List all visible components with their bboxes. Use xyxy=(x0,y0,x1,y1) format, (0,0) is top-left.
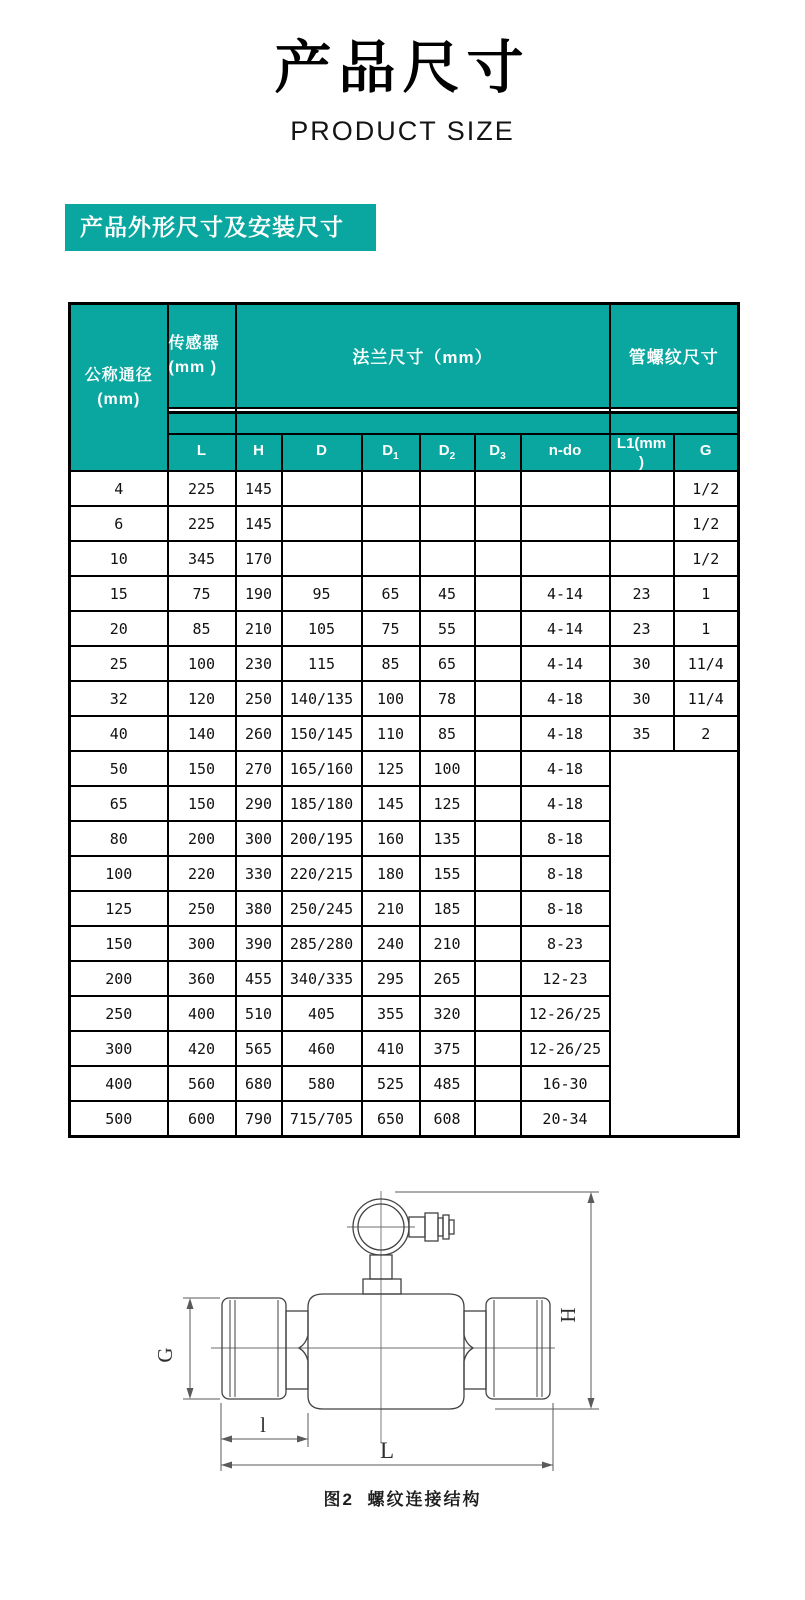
table-cell: 300 xyxy=(70,1031,168,1066)
table-cell xyxy=(521,506,610,541)
table-cell: 600 xyxy=(168,1101,236,1136)
table-cell xyxy=(475,996,521,1031)
table-cell: 4-18 xyxy=(521,786,610,821)
table-cell: 150 xyxy=(168,786,236,821)
table-cell: 240 xyxy=(362,926,420,961)
table-cell: 1/2 xyxy=(674,541,739,576)
table-cell: 1 xyxy=(674,576,739,611)
table-cell: 230 xyxy=(236,646,282,681)
col-header-pipe-thread-size: 管螺纹尺寸 xyxy=(610,304,739,408)
table-cell: 100 xyxy=(168,646,236,681)
col-header-H: H xyxy=(236,434,282,472)
table-cell: 30 xyxy=(610,646,674,681)
table-cell: 145 xyxy=(236,506,282,541)
table-cell: 78 xyxy=(420,681,475,716)
table-cell: 10 xyxy=(70,541,168,576)
table-cell: 510 xyxy=(236,996,282,1031)
table-cell: 4-18 xyxy=(521,751,610,786)
table-cell: 165/160 xyxy=(282,751,362,786)
table-cell: 75 xyxy=(362,611,420,646)
table-cell: 8-18 xyxy=(521,821,610,856)
table-cell: 85 xyxy=(362,646,420,681)
table-cell: 650 xyxy=(362,1101,420,1136)
table-cell: 270 xyxy=(236,751,282,786)
table-cell: 560 xyxy=(168,1066,236,1101)
table-cell: 715/705 xyxy=(282,1101,362,1136)
table-cell: 115 xyxy=(282,646,362,681)
table-cell xyxy=(362,471,420,506)
table-cell: 400 xyxy=(70,1066,168,1101)
table-cell: 290 xyxy=(236,786,282,821)
table-cell xyxy=(282,471,362,506)
table-cell xyxy=(521,471,610,506)
table-cell xyxy=(475,611,521,646)
table-cell: 295 xyxy=(362,961,420,996)
table-cell: 1/2 xyxy=(674,506,739,541)
col-header-nominal-diameter xyxy=(70,304,168,472)
sensor-label-line1: 传感器 xyxy=(168,334,220,352)
table-cell xyxy=(362,506,420,541)
dimension-l xyxy=(221,1403,308,1471)
table-cell xyxy=(475,716,521,751)
col-header-D1: $D_1$ xyxy=(362,434,420,472)
table-cell: 2 xyxy=(674,716,739,751)
table-cell: 155 xyxy=(420,856,475,891)
col-header-D3: $D_3$ xyxy=(475,434,521,472)
table-cell xyxy=(475,1031,521,1066)
table-cell: 4-18 xyxy=(521,681,610,716)
table-cell: 345 xyxy=(168,541,236,576)
table-cell: 360 xyxy=(168,961,236,996)
dim-label-H: H xyxy=(555,1307,580,1323)
col-header-flange-size: 法兰尺寸（mm） xyxy=(236,304,610,408)
nominal-label-line1: 公称通径 xyxy=(84,366,153,384)
dim-label-L: L xyxy=(379,1437,394,1463)
table-cell: 380 xyxy=(236,891,282,926)
header-spacer-cell xyxy=(610,408,739,434)
table-cell: 35 xyxy=(610,716,674,751)
table-cell: 8-18 xyxy=(521,891,610,926)
col-header-L1: L1(mm ) xyxy=(610,434,674,472)
table-cell: 150/145 xyxy=(282,716,362,751)
table-cell: 525 xyxy=(362,1066,420,1101)
header-main-row xyxy=(70,304,739,408)
table-cell: 375 xyxy=(420,1031,475,1066)
table-cell: 95 xyxy=(282,576,362,611)
table-cell: 565 xyxy=(236,1031,282,1066)
col-header-n-do: n-do xyxy=(521,434,610,472)
table-cell: 250 xyxy=(70,996,168,1031)
table-cell: 300 xyxy=(236,821,282,856)
table-cell: 55 xyxy=(420,611,475,646)
table-cell: 185/180 xyxy=(282,786,362,821)
section-banner: 产品外形尺寸及安装尺寸 xyxy=(65,204,376,251)
table-cell: 460 xyxy=(282,1031,362,1066)
table-cell: 40 xyxy=(70,716,168,751)
table-cell xyxy=(420,471,475,506)
table-cell xyxy=(610,541,674,576)
table-cell: 250 xyxy=(168,891,236,926)
col-header-L: L xyxy=(168,434,236,472)
table-cell: 125 xyxy=(362,751,420,786)
merged-empty-cell xyxy=(610,751,739,1136)
table-cell xyxy=(420,506,475,541)
table-header xyxy=(70,304,739,472)
page-header xyxy=(0,0,805,147)
table-cell: 12-26/25 xyxy=(521,1031,610,1066)
table-cell: 65 xyxy=(420,646,475,681)
table-cell: 210 xyxy=(420,926,475,961)
table-cell: 340/335 xyxy=(282,961,362,996)
col-header-sensor xyxy=(168,304,236,408)
table-cell: 140/135 xyxy=(282,681,362,716)
table-cell xyxy=(475,681,521,716)
table-cell: 200 xyxy=(70,961,168,996)
table-cell: 190 xyxy=(236,576,282,611)
table-cell: 220 xyxy=(168,856,236,891)
table-cell: 140 xyxy=(168,716,236,751)
right-threaded-fitting xyxy=(486,1298,550,1399)
flow-meter-body xyxy=(286,1294,486,1409)
table-cell: 65 xyxy=(362,576,420,611)
table-cell xyxy=(475,646,521,681)
table-cell xyxy=(521,541,610,576)
table-cell: 170 xyxy=(236,541,282,576)
threaded-connection-diagram xyxy=(143,1165,663,1477)
table-cell xyxy=(475,961,521,996)
table-cell: 1/2 xyxy=(674,471,739,506)
table-row xyxy=(70,471,739,506)
table-cell: 30 xyxy=(610,681,674,716)
table-cell: 100 xyxy=(70,856,168,891)
dim-label-l: l xyxy=(259,1412,266,1437)
table-cell xyxy=(475,786,521,821)
table-cell: 12-26/25 xyxy=(521,996,610,1031)
table-cell: 50 xyxy=(70,751,168,786)
table-cell: 500 xyxy=(70,1101,168,1136)
table-cell: 300 xyxy=(168,926,236,961)
table-cell: 180 xyxy=(362,856,420,891)
table-row xyxy=(70,681,739,716)
table-cell xyxy=(475,576,521,611)
table-cell: 20-34 xyxy=(521,1101,610,1136)
table-cell: 110 xyxy=(362,716,420,751)
nominal-label-line2: (mm) xyxy=(97,390,141,408)
table-cell: 285/280 xyxy=(282,926,362,961)
table-cell: 4-14 xyxy=(521,611,610,646)
table-cell: 20 xyxy=(70,611,168,646)
table-cell: 485 xyxy=(420,1066,475,1101)
table-cell: 680 xyxy=(236,1066,282,1101)
header-sub-row xyxy=(70,434,739,472)
table-cell: 4 xyxy=(70,471,168,506)
table-cell: 400 xyxy=(168,996,236,1031)
table-cell: 200/195 xyxy=(282,821,362,856)
table-cell: 125 xyxy=(70,891,168,926)
table-cell: 160 xyxy=(362,821,420,856)
dim-label-G: G xyxy=(152,1347,177,1363)
table-cell: 145 xyxy=(362,786,420,821)
table-cell xyxy=(475,1101,521,1136)
table-cell xyxy=(362,541,420,576)
table-cell: 11/4 xyxy=(674,646,739,681)
table-cell: 455 xyxy=(236,961,282,996)
table-cell: 320 xyxy=(420,996,475,1031)
table-cell: 32 xyxy=(70,681,168,716)
table-cell: 11/4 xyxy=(674,681,739,716)
table-cell: 85 xyxy=(168,611,236,646)
table-cell xyxy=(610,506,674,541)
dimensions-table xyxy=(68,302,740,1138)
table-cell: 260 xyxy=(236,716,282,751)
table-cell: 220/215 xyxy=(282,856,362,891)
col-header-G: G xyxy=(674,434,739,472)
table-cell: 65 xyxy=(70,786,168,821)
table-row xyxy=(70,506,739,541)
table-cell: 150 xyxy=(168,751,236,786)
table-cell xyxy=(475,751,521,786)
table-cell xyxy=(475,471,521,506)
table-cell: 25 xyxy=(70,646,168,681)
table-cell: 100 xyxy=(420,751,475,786)
table-row xyxy=(70,611,739,646)
table-cell xyxy=(475,541,521,576)
table-cell: 210 xyxy=(236,611,282,646)
table-cell: 8-18 xyxy=(521,856,610,891)
table-cell xyxy=(420,541,475,576)
center-lines xyxy=(211,1191,555,1443)
table-cell: 405 xyxy=(282,996,362,1031)
table-cell: 100 xyxy=(362,681,420,716)
display-head xyxy=(353,1199,454,1294)
table-row xyxy=(70,576,739,611)
table-cell: 85 xyxy=(420,716,475,751)
table-cell: 12-23 xyxy=(521,961,610,996)
left-threaded-fitting xyxy=(222,1298,286,1399)
table-cell: 225 xyxy=(168,506,236,541)
header-spacer-row xyxy=(70,408,739,434)
table-cell: 250/245 xyxy=(282,891,362,926)
table-cell: 23 xyxy=(610,611,674,646)
sensor-label-line2: (mm ) xyxy=(168,358,218,376)
table-cell: 135 xyxy=(420,821,475,856)
table-row xyxy=(70,646,739,681)
table-cell: 355 xyxy=(362,996,420,1031)
table-cell: 410 xyxy=(362,1031,420,1066)
table-cell: 105 xyxy=(282,611,362,646)
table-cell: 6 xyxy=(70,506,168,541)
table-cell xyxy=(475,856,521,891)
table-cell xyxy=(475,891,521,926)
page-subtitle: PRODUCT SIZE xyxy=(290,116,515,146)
table-cell: 16-30 xyxy=(521,1066,610,1101)
table-cell: 1 xyxy=(674,611,739,646)
table-cell: 80 xyxy=(70,821,168,856)
table-cell: 75 xyxy=(168,576,236,611)
table-cell: 45 xyxy=(420,576,475,611)
table-cell: 265 xyxy=(420,961,475,996)
table-cell: 390 xyxy=(236,926,282,961)
table-cell: 120 xyxy=(168,681,236,716)
table-cell: 420 xyxy=(168,1031,236,1066)
table-cell: 200 xyxy=(168,821,236,856)
col-header-D2: $D_2$ xyxy=(420,434,475,472)
table-cell xyxy=(475,926,521,961)
table-cell: 608 xyxy=(420,1101,475,1136)
table-cell: 210 xyxy=(362,891,420,926)
page-title: 产品尺寸 xyxy=(274,36,531,100)
dimension-G xyxy=(153,1298,220,1399)
table-cell: 8-23 xyxy=(521,926,610,961)
table-cell xyxy=(475,1066,521,1101)
table-cell: 580 xyxy=(282,1066,362,1101)
table-cell xyxy=(475,506,521,541)
table-cell: 790 xyxy=(236,1101,282,1136)
table-cell: 145 xyxy=(236,471,282,506)
table-cell: 4-18 xyxy=(521,716,610,751)
table-cell xyxy=(475,821,521,856)
header-spacer-cell xyxy=(168,408,236,434)
table-cell xyxy=(610,471,674,506)
table-cell: 150 xyxy=(70,926,168,961)
header-spacer-cell xyxy=(236,408,610,434)
table-body xyxy=(70,471,739,1136)
table-cell xyxy=(282,541,362,576)
table-cell: 23 xyxy=(610,576,674,611)
table-cell: 185 xyxy=(420,891,475,926)
table-cell: 4-14 xyxy=(521,576,610,611)
figure-caption: 图2 螺纹连接结构 xyxy=(323,1489,482,1509)
table-row xyxy=(70,541,739,576)
table-cell: 4-14 xyxy=(521,646,610,681)
col-header-D: D xyxy=(282,434,362,472)
table-row xyxy=(70,716,739,751)
dimension-L xyxy=(221,1403,553,1471)
table-cell: 225 xyxy=(168,471,236,506)
table-cell: 330 xyxy=(236,856,282,891)
table-cell: 250 xyxy=(236,681,282,716)
table-row xyxy=(70,751,739,786)
table-cell: 125 xyxy=(420,786,475,821)
table-cell xyxy=(282,506,362,541)
threaded-connection-figure xyxy=(0,1165,805,1510)
table-cell: 15 xyxy=(70,576,168,611)
